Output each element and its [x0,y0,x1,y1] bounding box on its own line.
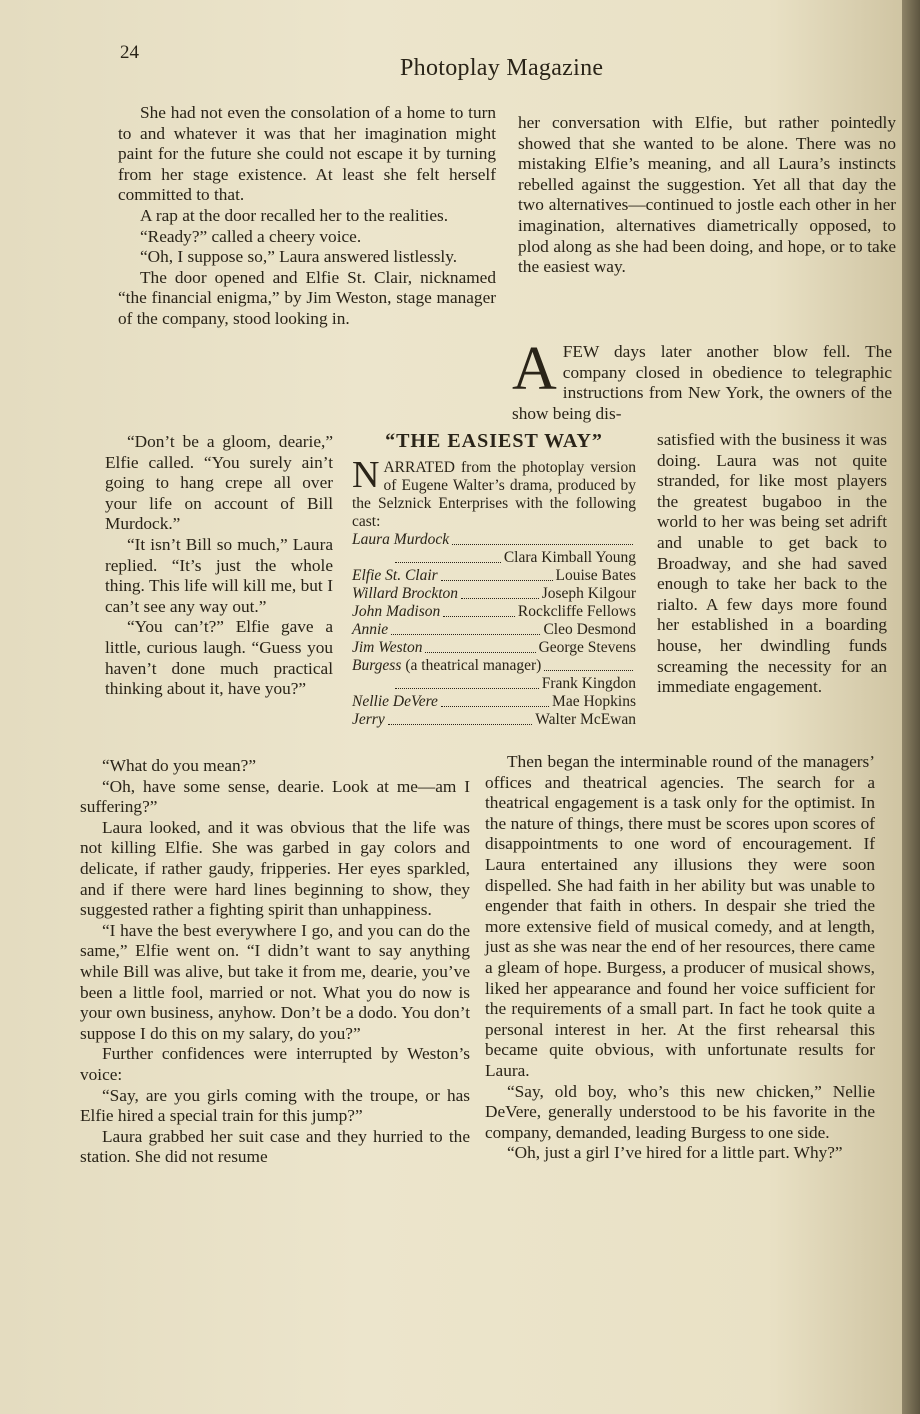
cast-actor: George Stevens [538,639,636,656]
page-edge-shadow [902,0,920,1414]
cast-role: Nellie DeVere [352,693,438,710]
cast-actor: Joseph Kilgour [541,585,636,602]
cast-entry-continued [352,549,636,567]
paragraph: satisfied with the business it was doing. Laura was not quite stranded, for like most players the greatest bugaboo in the world to her was being set adrift and unable to get back to Broadway, and she had saved enough to take her back to the rialto. A few days more found her established in a boarding house, her dwindling funds screaming the necessity for an immediate engagement. [657,430,887,697]
cast-box-intro-text: ARRATED from the photoplay version of Eugene Walter’s drama, produced by the Selznick Enterprises with the following cast: [352,459,636,530]
right-column-bottom [485,752,875,1164]
cast-list [352,531,636,729]
right-column-top [518,113,896,278]
paragraph: “What do you mean?” [102,756,257,775]
cast-actor: Rockcliffe Fellows [517,603,636,620]
paragraph: her conversation with Elfie, but rather pointedly showed that she wanted to be alone. There was no mistaking Elfie’s meaning, and all Laura’s instincts rebelled against the suggestion. Yet all that day the two alternatives—continued to jostle each other in her imagination, alternatives diametrically opposed, to plod along as she had been doing, and hope, or to take the easiest way. [518,113,896,277]
leader-dots [425,639,535,653]
cast-role: Jim Weston [352,639,423,656]
leader-dots [395,549,501,563]
paragraph: “Oh, have some sense, dearie. Look at me—am I suffering?” [80,776,470,817]
cast-entry [352,639,636,657]
cast-box-initial: N [352,454,380,496]
paragraph: The door opened and Elfie St. Clair, nicknamed “the financial enigma,” by Jim Weston, stage manager of the company, stood looking in. [118,267,496,328]
paragraph: “I have the best everywhere I go, and you can do the same,” Elfie went on. “I didn’t want to say anything while Bill was alive, but take it from me, dearie, you’ve been a little fool, married or not. What you do now is your own business, anyhow. Don’t be a dodo. You don’t suppose I do this on my salary, do you?” [80,920,470,1043]
paragraph: “Say, old boy, who’s this new chicken,” Nellie DeVere, generally understood to be his favorite in the company, demanded, leading Burgess to one side. [485,1081,875,1142]
cast-role: Burgess [352,657,402,674]
left-column-middle [105,432,333,700]
cast-box-title: “THE EASIEST WAY” [385,430,603,452]
paragraph: “Oh, just a girl I’ve hired for a little part. Why?” [507,1143,843,1163]
drop-cap-text: FEW days later another blow fell. The company closed in obedience to telegraphic instructions from New York, the owners of the show being dis- [512,342,892,423]
cast-role: Elfie St. Clair [352,567,438,584]
paragraph: “Ready?” called a cheery voice. [140,226,362,246]
cast-actor: Frank Kingdon [541,675,636,692]
cast-actor: Mae Hopkins [552,693,636,710]
leader-dots [461,585,539,599]
right-column-middle [657,430,887,698]
running-head: Photoplay Magazine [400,55,604,81]
paragraph: Then began the interminable round of the managers’ offices and theatrical agencies. The search for a theatrical engagement is a task only for the optimist. In the nature of things, there must be scores upon scores of disappointments to one word of encouragement. If Laura entertained any illusions they were soon dispelled. She had faith in her ability but was unable to engender that faith in others. In despair she tried the more extensive field of musical comedy, and at length, just as she was near the end of her resources, there came a gleam of hope. Burgess, a producer of musical shows, liked her appearance and found her voice sufficient for the requirements of a small part. In fact he took quite a personal interest in her. At the first rehearsal this became quite obvious, with unfortunate results for Laura. [485,752,875,1080]
cast-entry [352,711,636,729]
cast-role-note: (a theatrical manager) [405,657,542,674]
cast-entry [352,567,636,585]
leader-dots [443,603,515,617]
paragraph: “Don’t be a gloom, dearie,” Elfie called. “You surely ain’t going to hang crepe all over your life on account of Bill Murdock.” [105,432,333,534]
cast-box [352,430,636,729]
paragraph: “You can’t?” Elfie gave a little, curious laugh. “Guess you haven’t done much practical thinking about it, have you?” [105,617,333,699]
leader-dots [544,657,633,671]
drop-cap-initial: A [512,335,557,403]
cast-entry [352,657,636,675]
leader-dots [452,531,633,545]
paragraph: “Say, are you girls coming with the troupe, or has Elfie hired a special train for this jump?” [80,1085,470,1126]
cast-entry [352,693,636,711]
paragraph: “Oh, I suppose so,” Laura answered listlessly. [140,247,458,267]
left-column-top [118,103,496,330]
cast-entry-continued [352,675,636,693]
leader-dots [391,621,540,635]
paragraph: Further confidences were interrupted by Weston’s voice: [80,1044,470,1084]
paragraph: Laura grabbed her suit case and they hurried to the station. She did not resume [80,1126,470,1167]
drop-cap-paragraph [512,335,892,424]
cast-entry [352,621,636,639]
cast-actor: Louise Bates [555,567,636,584]
cast-role: Annie [352,621,389,638]
cast-actor: Clara Kimball Young [503,549,636,566]
leader-dots [388,711,533,725]
paragraph: Laura looked, and it was obvious that the life was not killing Elfie. She was garbed in gay colors and delicate, if rather gaudy, fripperies. Her eyes sparkled, and if there were hard lines beginning to show, they suggested rather a fighting spirit than unhappiness. [80,817,470,920]
cast-entry [352,603,636,621]
paragraph: She had not even the consolation of a home to turn to and whatever it was that her imagination might paint for the future she could not escape it by turning from her stage existence. At least she felt herself committed to that. [118,103,496,205]
cast-role: Jerry [352,711,385,728]
cast-actor: Cleo Desmond [543,621,636,638]
cast-box-intro [352,454,636,531]
cast-role: Willard Brockton [352,585,459,602]
left-column-bottom [80,756,470,1168]
cast-actor: Walter McEwan [535,711,636,728]
cast-role: John Madison [352,603,441,620]
cast-entry [352,585,636,603]
paragraph: A rap at the door recalled her to the realities. [140,205,449,225]
page-number: 24 [120,42,139,63]
paragraph: “It isn’t Bill so much,” Laura replied. “It’s just the whole thing. This life will kill me, but I can’t see any way out.” [105,534,333,616]
leader-dots [395,675,539,689]
leader-dots [441,693,549,707]
cast-entry [352,531,636,549]
leader-dots [441,567,553,581]
cast-role: Laura Murdock [352,531,450,548]
